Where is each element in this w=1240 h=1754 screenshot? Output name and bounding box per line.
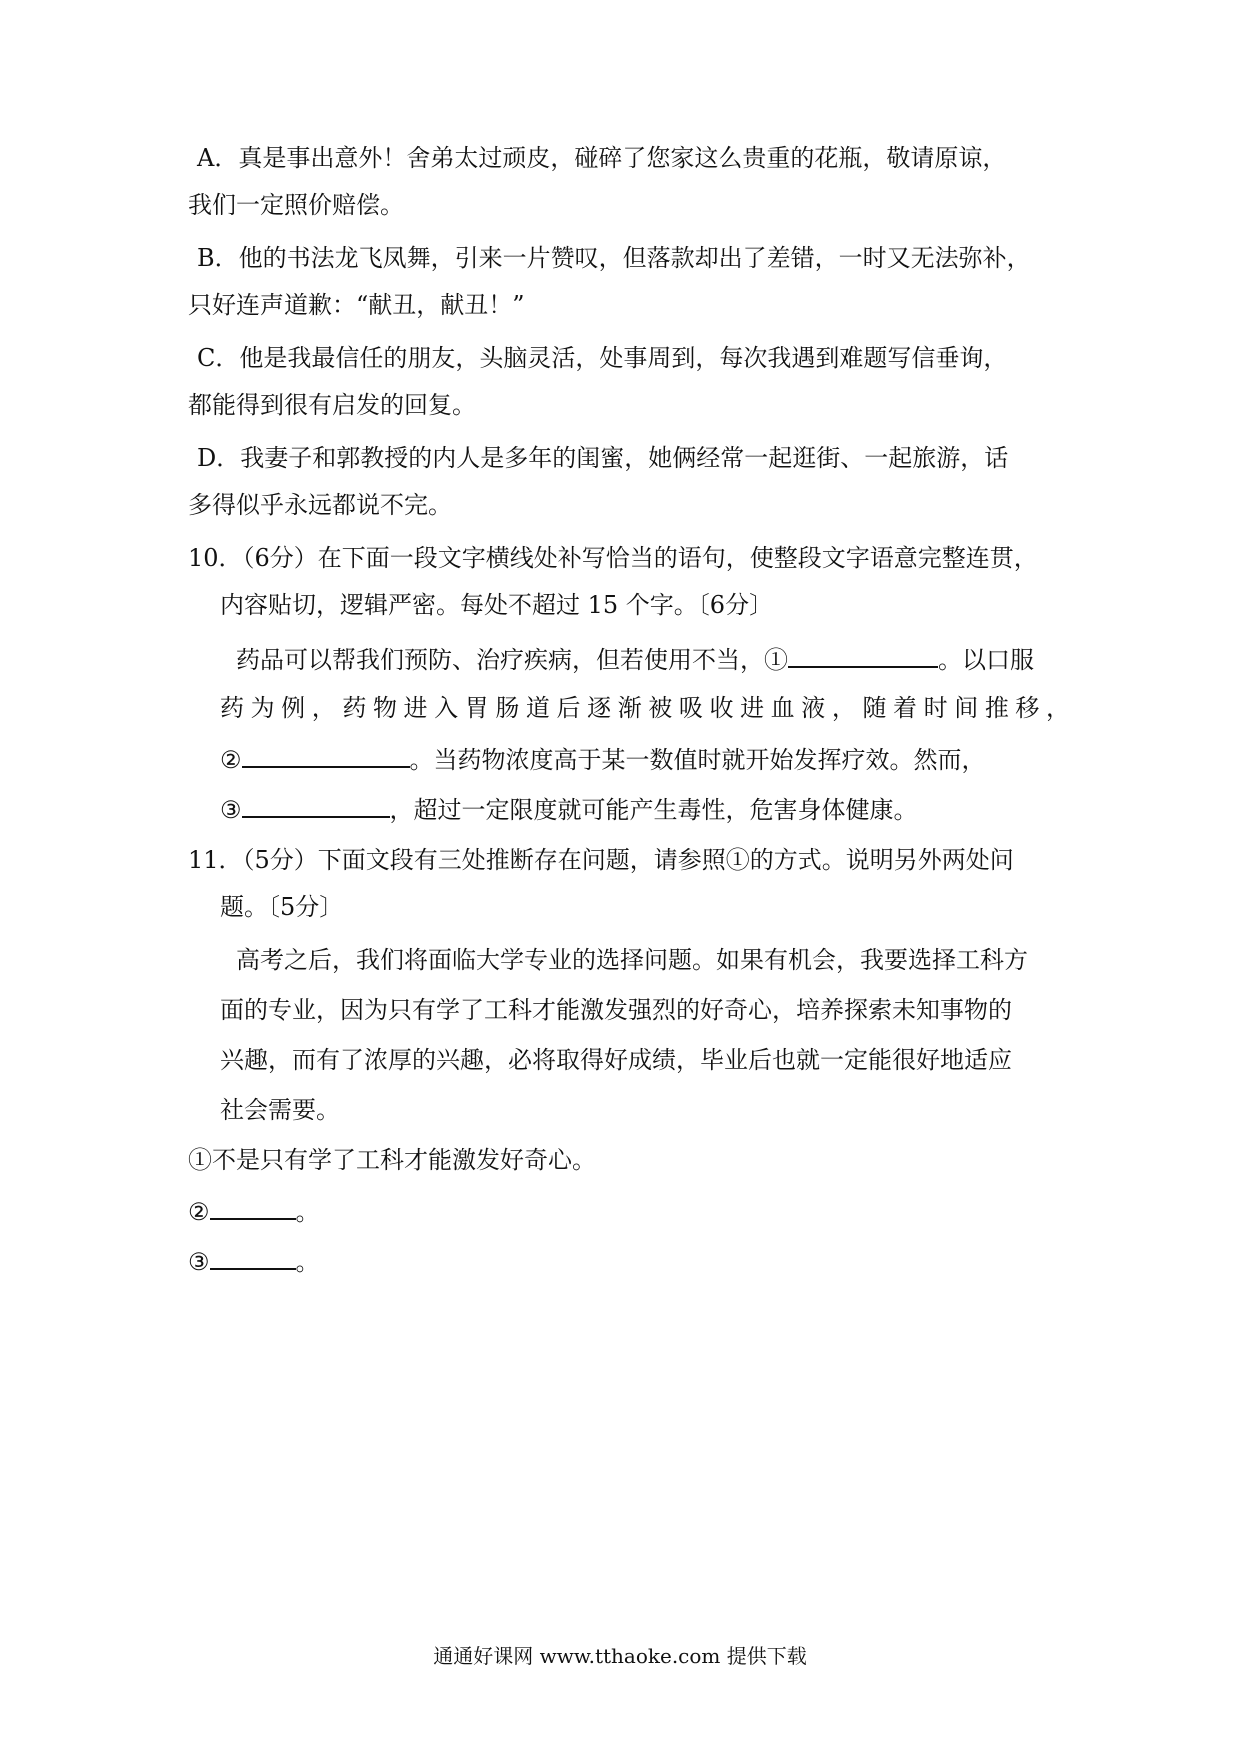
q10-passage-line2: 药为例，药物进入胃肠道后逐渐被吸收进血液，随着时间推移， — [220, 694, 1070, 722]
page-footer: 通通好课网 www.tthaoke.com 提供下载 — [433, 1644, 807, 1668]
answer-blank-3[interactable] — [242, 792, 390, 818]
circled-2: ② — [220, 746, 242, 774]
circled-3: ③ — [188, 1248, 210, 1276]
q10-passage-text: 。当药物浓度高于某一数值时就开始发挥疗效。然而， — [409, 746, 986, 774]
option-a-line1: A．真是事出意外！舍弟太过顽皮，碰碎了您家这么贵重的花瓶，敬请原谅， — [197, 144, 1007, 172]
option-d-line1: D．我妻子和郭教授的内人是多年的闺蜜，她俩经常一起逛街、一起旅游，话 — [197, 444, 1009, 472]
q10-prompt-line1: 10．（6分）在下面一段文字横线处补写恰当的语句，使整段文字语意完整连贯， — [188, 544, 1038, 572]
q10-passage-text: 药品可以帮我们预防、治疗疾病，但若使用不当，① — [236, 646, 788, 674]
option-d-line2: 多得似乎永远都说不完。 — [188, 491, 452, 519]
q10-passage-line3 — [220, 742, 986, 776]
q11-prompt-line2: 题。〔5分〕 — [220, 893, 344, 921]
answer-blank-q11-3[interactable] — [210, 1244, 296, 1270]
q11-passage-line1: 高考之后，我们将面临大学专业的选择问题。如果有机会，我要选择工科方 — [236, 946, 1028, 974]
q11-passage-line3: 兴趣，而有了浓厚的兴趣，必将取得好成绩，毕业后也就一定能很好地适应 — [220, 1046, 1012, 1074]
q10-passage-text: ，超过一定限度就可能产生毒性，危害身体健康。 — [389, 796, 918, 824]
q11-answer-1: ①不是只有学了工科才能激发好奇心。 — [188, 1146, 596, 1174]
q10-prompt-line2: 内容贴切，逻辑严密。每处不超过 15 个字。〔6分〕 — [220, 591, 774, 619]
answer-blank-1[interactable] — [788, 642, 938, 668]
q11-passage-line2: 面的专业，因为只有学了工科才能激发强烈的好奇心，培养探索未知事物的 — [220, 996, 1012, 1024]
q10-passage-line1 — [236, 642, 1034, 676]
q11-prompt-line1: 11．（5分）下面文段有三处推断存在问题，请参照①的方式。说明另外两处问 — [188, 846, 1014, 874]
period: 。 — [295, 1198, 320, 1226]
option-c-line2: 都能得到很有启发的回复。 — [188, 391, 476, 419]
q11-passage-line4: 社会需要。 — [220, 1096, 340, 1124]
option-b-line2: 只好连声道歉：“献丑，献丑！” — [188, 291, 525, 319]
option-c-line1: C．他是我最信任的朋友，头脑灵活，处事周到，每次我遇到难题写信垂询， — [197, 344, 1008, 372]
q10-passage-text: 。以口服 — [938, 646, 1034, 674]
circled-2: ② — [188, 1198, 210, 1226]
q10-passage-line4 — [220, 792, 918, 826]
option-a-line2: 我们一定照价赔偿。 — [188, 191, 404, 219]
answer-blank-q11-2[interactable] — [210, 1194, 296, 1220]
period: 。 — [295, 1248, 320, 1276]
option-b-line1: B．他的书法龙飞凤舞，引来一片赞叹，但落款却出了差错，一时又无法弥补， — [197, 244, 1031, 272]
q11-answer-3 — [188, 1244, 320, 1278]
circled-3: ③ — [220, 796, 242, 824]
answer-blank-2[interactable] — [242, 742, 410, 768]
q11-answer-2 — [188, 1194, 320, 1228]
